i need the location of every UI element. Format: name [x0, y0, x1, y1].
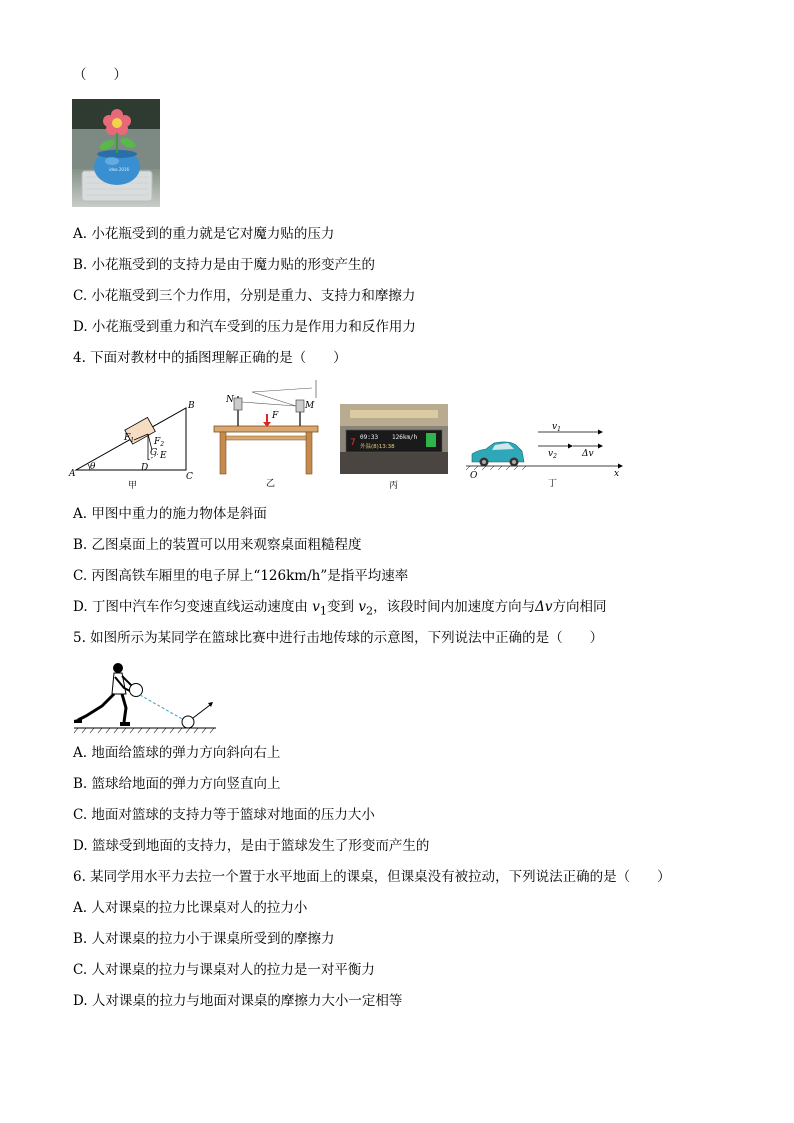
q4-option-d-v2: v — [358, 599, 366, 615]
ding-label-x: x — [614, 469, 620, 479]
ding-label-dv: Δv — [582, 449, 594, 459]
bing-screen-time: 09:33 — [360, 434, 379, 441]
jia-label-g: G — [150, 448, 158, 458]
q4-option-d — [73, 598, 607, 621]
yi-label-f: F — [272, 411, 279, 421]
q4-option-d-to: 变到 — [327, 599, 355, 615]
q3-option-d: D. 小花瓶受到重力和汽车受到的压力是作用力和反作用力 — [73, 319, 416, 335]
bing-caption: 丙 — [389, 481, 399, 490]
q3-option-c: C. 小花瓶受到三个力作用，分别是重力、支持力和摩擦力 — [73, 288, 416, 304]
q4-option-b: B. 乙图桌面上的装置可以用来观察桌面粗糙程度 — [73, 537, 362, 553]
figure-yi-table — [212, 380, 327, 490]
jia-label-e: E — [160, 451, 167, 461]
ding-label-v2: $v_2$ — [548, 449, 557, 460]
figure-ding-car — [464, 418, 624, 490]
q5-option-c: C. 地面对篮球的支持力等于篮球对地面的压力大小 — [73, 807, 375, 823]
q4-option-a: A. 甲图中重力的施力物体是斜面 — [73, 506, 267, 522]
q4-stem: 4. 下面对教材中的插图理解正确的是（ ） — [73, 350, 347, 366]
jia-label-f1: $F_1$ — [124, 433, 135, 444]
jia-label-c: C — [186, 472, 193, 482]
jia-label-theta: θ — [90, 462, 96, 472]
jia-label-a: A — [69, 469, 76, 479]
figure-bounce-pass — [72, 660, 222, 738]
ding-label-o: O — [470, 471, 478, 481]
q5-option-b: B. 篮球给地面的弹力方向竖直向上 — [73, 776, 281, 792]
yi-label-n: N — [226, 395, 234, 405]
q4-option-d-part3: 方向相同 — [552, 599, 607, 615]
q4-option-d-dv: Δv — [535, 599, 553, 615]
jia-label-d: D — [141, 463, 149, 473]
q4-option-c: C. 丙图高铁车厢里的电子屏上“126km/h”是指平均速率 — [73, 568, 409, 584]
jia-label-b: B — [188, 401, 195, 411]
yi-caption: 乙 — [266, 479, 276, 489]
q5-option-a: A. 地面给篮球的弹力方向斜向右上 — [73, 745, 281, 761]
q4-option-d-v2-sub: 2 — [365, 604, 374, 618]
jia-label-f2: $F_2$ — [154, 437, 165, 448]
q6-option-a: A. 人对课桌的拉力比课桌对人的拉力小 — [73, 900, 308, 916]
figure-bing-train-screen — [340, 404, 448, 490]
q4-option-d-part1: D. 丁图中汽车作匀变速直线运动速度由 — [73, 599, 308, 615]
ding-caption: 丁 — [548, 479, 558, 489]
q4-option-d-v1: v — [312, 599, 320, 615]
flower-pot-photo — [72, 99, 160, 207]
q6-option-d: D. 人对课桌的拉力与地面对课桌的摩擦力大小一定相等 — [73, 993, 403, 1009]
bing-screen-line2: 外温(8)13:38 — [360, 444, 395, 450]
ding-label-v1: $v_1$ — [552, 422, 561, 433]
q3-answer-blank: （ ） — [73, 67, 127, 83]
q4-option-d-v1-sub: 1 — [319, 604, 328, 618]
jia-caption: 甲 — [128, 481, 138, 490]
q5-stem: 5. 如图所示为某同学在篮球比赛中进行击地传球的示意图，下列说法中正确的是（ ） — [73, 630, 604, 646]
q3-option-a: A. 小花瓶受到的重力就是它对魔力贴的压力 — [73, 226, 335, 242]
q6-option-b: B. 人对课桌的拉力小于课桌所受到的摩擦力 — [73, 931, 335, 947]
q3-option-b: B. 小花瓶受到的支持力是由于魔力贴的形变产生的 — [73, 257, 376, 273]
q6-option-c: C. 人对课桌的拉力与课桌对人的拉力是一对平衡力 — [73, 962, 375, 978]
bing-screen-speed: 126km/h — [392, 434, 418, 441]
q5-option-d: D. 篮球受到地面的支持力，是由于篮球发生了形变而产生的 — [73, 838, 430, 854]
yi-label-m: M — [305, 401, 315, 411]
figure-jia-incline — [68, 378, 198, 490]
q6-stem: 6. 某同学用水平力去拉一个置于水平地面上的课桌，但课桌没有被拉动，下列说法正确的是（ ） — [73, 869, 671, 885]
q4-option-d-part2: ，该段时间内加速度方向与 — [373, 599, 536, 615]
bing-screen-car: 7 — [350, 438, 356, 448]
pot-label-text: idea 2016 — [109, 167, 130, 172]
